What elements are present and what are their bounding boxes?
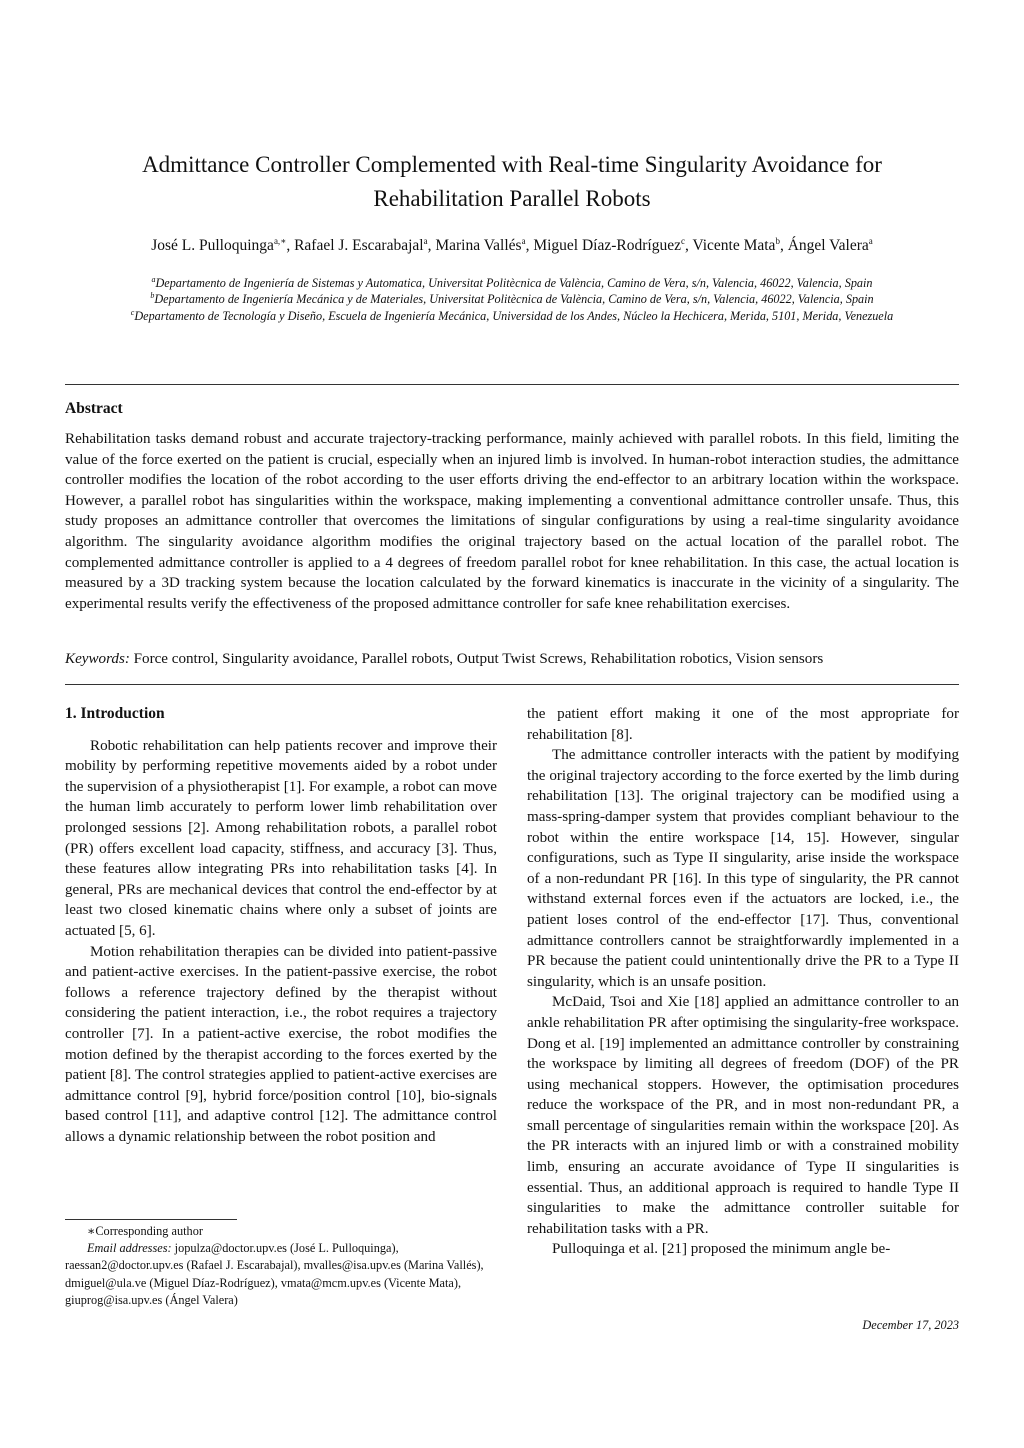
author: Marina Vallés$^a$: [435, 236, 526, 254]
keywords-label: Keywords:: [65, 651, 130, 667]
author: Miguel Díaz-Rodríguez$^c$: [533, 236, 685, 254]
keywords-text: Force control, Singularity avoidance, Parallel robots, Output Twist Screws, Rehabilitation robotics, Vision sensors: [133, 651, 824, 667]
right-column: [527, 704, 959, 1260]
keywords: [65, 649, 959, 669]
paragraph: Motion rehabilitation therapies can be divided into patient-passive and patient-active exercises. In the patient-passive exercise, the robot follows a reference trajectory defined by the therapist without considering the patient interaction, i.e., the robot requires a trajectory controller [7]. In a patient-active exercise, the robot modifies the motion defined by the therapist according to the forces exerted by the patient [8]. The control strategies applied to patient-active exercises are admittance control [9], hybrid force/position control [10], bio-signals based control [11], and adaptive control [12]. The admittance control allows a dynamic relationship between the robot position and: [65, 943, 497, 1145]
author: Rafael J. Escarabajal$^a$: [294, 236, 428, 254]
title-line-2: Rehabilitation Parallel Robots: [373, 186, 651, 211]
footnote-rule: [65, 1219, 237, 1220]
preprint-date: December 17, 2023: [862, 1318, 959, 1332]
affiliation: $^c$Departamento de Tecnología y Diseño, Escuela de Ingeniería Mecánica, Universidad de los Andes, Núcleo la Hechicera, Merida, 5101, Merida, Venezuela: [130, 307, 894, 323]
abstract-text: Rehabilitation tasks demand robust and accurate trajectory-tracking performance, mainly achieved with parallel robots. In this field, limiting the value of the force exerted on the patient is crucial, especially when an injured limb is involved. In human-robot interaction studies, the admittance controller modifies the location of the robot according to the user efforts driving the end-effector to an arbitrary location within the workspace. However, a parallel robot has singularities within the workspace, making implementing a conventional admittance controller unsafe. Thus, this study proposes an admittance controller that overcomes the limitations of singular configurations by using a real-time singularity avoidance algorithm. The singularity avoidance algorithm modifies the original trajectory based on the actual location of the parallel robot. The complemented admittance controller is applied to a 4 degrees of freedom parallel robot for knee rehabilitation. In this case, the actual location is measured by a 3D tracking system because the location calculated by the forward kinematics is inaccurate in the vicinity of a singularity. The experimental results verify the effectiveness of the proposed admittance controller for safe knee rehabilitation exercises.: [65, 431, 959, 612]
abstract-heading: Abstract: [65, 400, 123, 417]
paragraph: The admittance controller interacts with the patient by modifying the original trajectory according to the force exerted by the limb during rehabilitation [13]. The original trajectory can be modified using a mass-spring-damper system that provides compliant behaviour to the robot within the entire workspace [14, 15]. However, singular configurations, such as Type II singularity, arise inside the workspace of a non-redundant PR [16]. In this type of singularity, the PR cannot withstand external forces even if the actuators are locked, i.e., the patient loses control of the end-effector [17]. Thus, conventional admittance controllers cannot be straightforwardly implemented in a PR because the patient could unintentionally drive the PR to a Type II singularity, which is an unsafe position.: [527, 747, 959, 990]
abstract-bottom-rule: [65, 684, 959, 685]
section-heading: 1. Introduction: [65, 705, 165, 722]
author: Ángel Valera$^a$: [787, 236, 873, 254]
paragraph: the patient effort making it one of the most appropriate for rehabilitation [8].: [527, 706, 959, 743]
paragraph: McDaid, Tsoi and Xie [18] applied an admittance controller to an ankle rehabilitation PR after optimising the singularity-free workspace. Dong et al. [19] implemented an admittance controller by constraining the workspace by limiting all degrees of freedom (DOF) of the PR using mechanical stoppers. However, the optimisation procedures reduce the workspace of the PR, and in most non-redundant PR, a small percentage of singularities remain within the workspace [20]. As the PR interacts with an injured limb or with a constrained mobility limb, ensuring an accurate avoidance of Type II singularities is essential. Thus, an additional approach is required to handle Type II singularities to make the admittance controller suitable for rehabilitation tasks with a PR.: [527, 994, 959, 1237]
paragraph: Pulloquinga et al. [21] proposed the minimum angle be-: [552, 1241, 891, 1258]
affiliation: $^a$Departamento de Ingeniería de Sistemas y Automatica, Universitat Politècnica de València, Camino de Vera, s/n, Valencia, 46022, Valencia, Spain: [151, 275, 873, 290]
author: Vicente Mata$^b$: [692, 236, 780, 254]
author: José L. Pulloquinga$^{a,∗}$: [151, 236, 287, 254]
paper-title: [60, 148, 964, 216]
footnote: [65, 1223, 505, 1309]
corresponding-author-note: ∗Corresponding author: [87, 1224, 203, 1238]
title-line-1: Admittance Controller Complemented with Real-time Singularity Avoidance for: [142, 152, 882, 177]
abstract-top-rule: [65, 384, 959, 385]
affiliations: [40, 275, 984, 324]
affiliation: $^b$Departamento de Ingeniería Mecánica y de Materiales, Universitat Politècnica de València, Camino de Vera, s/n, Valencia, 46022, Valencia, Spain: [150, 291, 874, 307]
author-list: José L. Pulloquinga$^{a,∗}$, Rafael J. Escarabajal$^a$, Marina Vallés$^a$, Miguel Díaz-Rodríguez$^c$, Vicente Mata$^b$, Ángel Valera$^a$: [151, 236, 873, 254]
email-addresses: Email addresses: jopulza@doctor.upv.es (José L. Pulloquinga), raessan2@doctor.upv.es (Rafael J. Escarabajal), mvalles@isa.upv.es (Marina Vallés), dmiguel@ula.ve (Miguel Díaz-Rodríguez), vmata@mcm.upv.es (Vicente Mata), giuprog@isa.upv.es (Ángel Valera): [65, 1241, 484, 1307]
paragraph: Robotic rehabilitation can help patients recover and improve their mobility by performing repetitive movements aided by a robot under the supervision of a physiotherapist [1]. For example, a robot can move the human limb accurately to perform lower limb rehabilitation over prolonged sessions [2]. Among rehabilitation robots, a parallel robot (PR) offers excellent load capacity, stiffness, and accuracy [3]. Thus, these features allow integrating PRs into rehabilitation tasks [4]. In general, PRs are mechanical devices that control the end-effector by at least two closed kinematic chains where only a subset of joints are actuated [5, 6].: [65, 737, 497, 939]
left-column: [65, 704, 497, 1147]
